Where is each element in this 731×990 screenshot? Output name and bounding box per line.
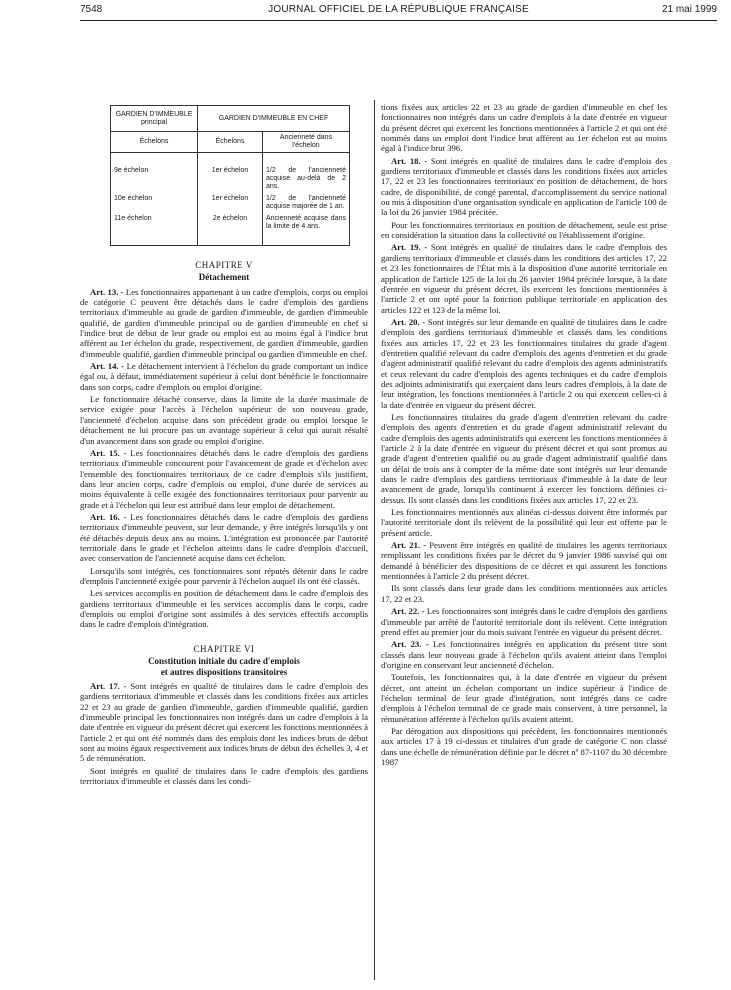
table-subheader: Échelons (198, 132, 263, 153)
article-18 (381, 156, 667, 218)
article-label: Art. 21. - (391, 540, 427, 551)
table-row (111, 193, 350, 213)
article-text: Les fonctionnaires sont intégrés dans le cadre d'emplois des gardiens d'immeuble par arrêté de l'autorité territoriale dont ils relèvent. Cette intégration prend effet au premier jour du mois suivant l'entrée en vigueur du présent décret. (381, 606, 668, 637)
article-22 (381, 606, 667, 637)
paragraph: Toutefois, les fonctionnaires qui, à la date d'entrée en vigueur du présent décret, ont atteint un échelon comportant un indice supérieur à l'indice de l'échelon terminal de leur grade d'intégration, sont intégrés dans ce cadre d'emplois à l'échelon terminal de ce grade mais conservent, à titre personnel, la rémunération afférente à l'échelon qu'ils avaient atteint. (381, 672, 667, 724)
article-14 (80, 361, 368, 392)
article-text: Les fonctionnaires détachés dans le cadre d'emplois des gardiens territoriaux d'immeuble peuvent, sur leur demande, y être intégrés lorsqu'ils y ont été détachés depuis deux ans au moins. L'intégration est prononcée par l'autorité territoriale dans le grade et l'échelon atteints dans le cadre d'emplois d'accueil, avec conservation de l'ancienneté acquise dans cet échelon. (80, 511, 369, 564)
paragraph: Par dérogation aux dispositions qui précèdent, les fonctionnaires mentionnés aux articles 17 à 19 ci-dessus et titulaires d'un grade de catégorie C non classé dans une échelle de rémunération définie par le décret nº 87-1107 du 30 décembre 1987 (381, 725, 667, 767)
article-21 (381, 540, 667, 581)
journal-title: JOURNAL OFFICIEL DE LA RÉPUBLIQUE FRANÇAISE (268, 4, 529, 15)
chapter-title (80, 656, 368, 677)
table-cell-to: 1er échelon (198, 165, 263, 193)
table-row (111, 213, 350, 233)
table-cell-seniority: 1/2 de l'ancienneté acquise au-delà de 2 ans. (263, 165, 350, 193)
left-column (80, 97, 368, 788)
paragraph: Sont intégrés en qualité de titulaires dans le cadre d'emplois des gardiens territoriaux d'immeuble et classés dans les condi- (80, 765, 368, 787)
table-cell-from: 9e échelon (111, 165, 198, 193)
table-subheader: Ancienneté dans l'échelon (263, 132, 350, 153)
table-cell-seniority: Ancienneté acquise dans la limite de 4 ans. (263, 213, 350, 233)
article-13 (80, 287, 368, 359)
table-cell-from: 10e échelon (111, 193, 198, 213)
article-label: Art. 18. - (391, 155, 428, 166)
publication-date: 21 mai 1999 (661, 4, 717, 15)
chapter-title: Détachement (198, 272, 250, 283)
paragraph: Les fonctionnaires mentionnés aux alinéas ci-dessus doivent être informés par l'autorité territoriale dont ils relèvent de la possibilité qui leur est offerte par le présent article. (381, 507, 667, 538)
article-label: Art. 14. - (90, 361, 125, 372)
paragraph: Les services accomplis en position de détachement dans le cadre d'emplois des gardiens territoriaux d'immeuble et les services accomplis dans le corps, cadre d'emplois ou emploi d'origine sont assimilés à des services effectifs accomplis dans le cadre d'emplois d'intégration. (80, 588, 368, 630)
article-text: Sont intégrés en qualité de titulaires dans le cadre d'emplois des gardiens territoriaux d'immeuble et classés dans les conditions fixées aux articles 17, 22 et 23 les fonctionnaires territoriaux en position de détachement, de hors cadre, de disponibilité, de congé parental, d'accomplissement du service national ou mis à disposition d'une organisation syndicale en application de l'article 100 de la loi du 26 janvier 1984 précitée. (381, 155, 668, 218)
article-15 (80, 448, 368, 510)
page-number: 7548 (80, 4, 103, 15)
table-cell-from: 11e échelon (111, 213, 198, 233)
page-header (80, 4, 717, 20)
column-divider (374, 100, 375, 980)
article-text: Les fonctionnaires appartenant à un cadre d'emplois, corps ou emploi de catégorie C peuvent être détachés dans le cadre d'emplois des gardiens territoriaux d'immeuble au grade de gardien d'immeuble, de gardien d'immeuble qualifié, de gardien d'immeuble principal ou de gardien d'immeuble en chef si l'indice brut de début de leur grade ou emploi est au moins égal à l'indice brut afférent au 1er échelon du grade, respectivement, de gardien d'immeuble, gardien d'immeuble qualifié, gardien d'immeuble principal ou gardien d'immeuble en chef. (80, 286, 369, 359)
article-label: Art. 15. - (90, 447, 127, 458)
article-text: Sont intégrés en qualité de titulaires dans le cadre d'emplois des gardiens territoriaux d'immeuble et classés dans les conditions fixées aux articles 22 et 23 au grade de gardien d'immeuble, gardien d'immeuble qualifié, gardien d'immeuble principal les fonctionnaires non intégrés dans un cadre d'emplois à la date d'entrée en vigueur du présent décret qui exercent les fonctions mentionnées à l'article 2 et qui ont été nommés dans des emplois dont les indices bruts de début sont au moins égaux respectivement aux indices bruts de début des échelles 3, 4 et 5 de rémunération. (80, 681, 369, 764)
article-text: Le détachement intervient à l'échelon du grade comportant un indice égal ou, à défaut, immédiatement supérieur à celui dont bénéficie le fonctionnaire dans son corps, cadre d'emplois ou emploi d'origine. (80, 361, 369, 392)
paragraph: Le fonctionnaire détaché conserve, dans la limite de la durée maximale de service exigée pour l'accès à l'échelon supérieur de son nouveau grade, l'ancienneté d'échelon acquise dans son précédent grade ou emploi lorsque le détachement ne lui procure pas un avantage supérieur à celui qui aurait résulté d'un avancement dans son grade ou emploi d'origine. (80, 394, 368, 446)
table-subheader: Échelons (111, 132, 198, 153)
article-text: Les fonctionnaires détachés dans le cadre d'emplois des gardiens territoriaux d'immeuble concourent pour l'avancement de grade et d'échelon avec l'ensemble des fonctionnaires territoriaux de ce cadre d'emplois s'ils justifient, dans leur ancien corps, cadre d'emplois ou emploi, d'une durée de services au moins équivalente à celle exigée des fonctionnaires territoriaux pour parvenir au grade et à l'échelon qui leur est attribué dans leur emploi de détachement. (80, 447, 369, 510)
table-header-en-chef: GARDIEN D'IMMEUBLE EN CHEF (198, 106, 350, 132)
article-text: Sont intégrés en qualité de titulaires dans le cadre d'emplois des gardiens territoriaux d'immeuble et classés dans les conditions des articles 17, 22 et 23 les fonctionnaires de l'État mis à la disposition d'une autorité territoriale en application de l'article 125 de la loi du 26 janvier 1984 précitée lorsque, à la date d'entrée en vigueur du présent décret, ils exercent les fonctions mentionnées à l'article 2 et ont opté pour la fonction publique territoriale en application des articles 122 et 123 de la même loi. (381, 242, 668, 315)
article-16 (80, 512, 368, 564)
table-cell-to: 2e échelon (198, 213, 263, 233)
article-20 (381, 317, 667, 410)
table-header-principal: GARDIEN D'IMMEUBLE principal (111, 106, 198, 132)
paragraph: Pour les fonctionnaires territoriaux en position de détachement, seule est prise en considération la situation dans la collectivité ou l'établissement d'origine. (381, 219, 667, 241)
article-label: Art. 23. - (391, 639, 429, 650)
article-label: Art. 13. - (90, 286, 124, 297)
article-17 (80, 681, 368, 764)
header-rule (80, 20, 717, 21)
chapter-title-line: Constitution initiale du cadre d'emplois (148, 656, 300, 667)
article-label: Art. 17. - (90, 681, 127, 692)
article-label: Art. 19. - (391, 242, 428, 253)
article-19 (381, 242, 667, 314)
chapter-label: CHAPITRE V (195, 260, 253, 270)
paragraph: Ils sont classés dans leur grade dans les conditions mentionnées aux articles 17, 22 et 23. (381, 583, 667, 604)
chapter-title-line: et autres dispositions transitoires (160, 666, 288, 677)
chapter-label: CHAPITRE VI (193, 643, 255, 654)
article-text: Sont intégrés sur leur demande en qualité de titulaires dans le cadre d'emplois des gardiens territoriaux d'immeuble et classés dans les conditions fixées aux articles 17, 22 et 23 les fonctionnaires titulaires du grade d'agent d'entretien qualifié relevant du cadre d'emplois des agents d'entretien et du grade d'agent administratif qualifié relevant du cadre d'emplois des agents administratifs et ceux relevant du cadre d'emplois des agents techniques et du cadre d'emplois des adjoints administratifs qui exerçaient dans leurs cadres d'emplois, à la date de leur intégration, les fonctions mentionnées à l'article 2 ou qui exercent celles-ci à la date d'entrée en vigueur du présent décret. (381, 316, 668, 410)
article-label: Art. 20. - (391, 316, 426, 327)
paragraph: Les fonctionnaires titulaires du grade d'agent d'entretien relevant du cadre d'emplois des agents d'entretien et du grade d'agent administratif relevant du cadre d'emplois des agents administratifs qui exercent les fonctions mentionnées à l'article 2 à la date d'entrée en vigueur du présent décret et qui sont promus au grade d'agent d'entretien qualifié ou au grade d'agent administratif qualifié dans un délai de trois ans à compter de la même date sont intégrés sur leur demande dans le cadre d'emplois des gardiens territoriaux d'immeuble à la date de leur avancement de grade, lorsqu'ils continuent à exercer les fonctions définies ci-dessus. Ils sont classés dans les conditions fixées aux articles 17, 22 et 23. (381, 411, 667, 505)
table-row (111, 165, 350, 193)
paragraph: Lorsqu'ils sont intégrés, ces fonctionnaires sont réputés détenir dans le cadre d'emplois l'ancienneté exigée pour parvenir à l'échelon auquel ils ont été classés. (80, 565, 368, 586)
article-text: Les fonctionnaires intégrés en application du présent titre sont classés dans leur nouveau grade à l'échelon qu'ils avaient atteint dans l'emploi d'origine en conservant leur ancienneté d'échelon. (381, 639, 667, 670)
grade-correspondence-table (110, 105, 350, 246)
right-column (381, 102, 667, 769)
table-cell-seniority: 1/2 de l'ancienneté acquise majorée de 1 an. (263, 193, 350, 213)
paragraph: tions fixées aux articles 22 et 23 au grade de gardien d'immeuble en chef les fonctionnaires non intégrés dans un cadre d'emplois à la date d'entrée en vigueur du présent décret qui exercent les fonctions mentionnées à l'article 2 et qui ont été nommés dans un emploi dont l'indice brut afférent au 1er échelon est au moins égal à l'indice brut 396. (381, 102, 667, 154)
article-text: Peuvent être intégrés en qualité de titulaires les agents territoriaux remplissant les conditions fixées par le décret du 9 janvier 1986 susvisé qui ont demandé à bénéficier des dispositions de ce décret et qui assurent les fonctions mentionnées à l'article 2 du présent décret. (381, 540, 668, 582)
article-23 (381, 639, 667, 670)
table-cell-to: 1er échelon (198, 193, 263, 213)
article-label: Art. 16. - (90, 511, 127, 522)
article-label: Art. 22. - (391, 606, 425, 617)
